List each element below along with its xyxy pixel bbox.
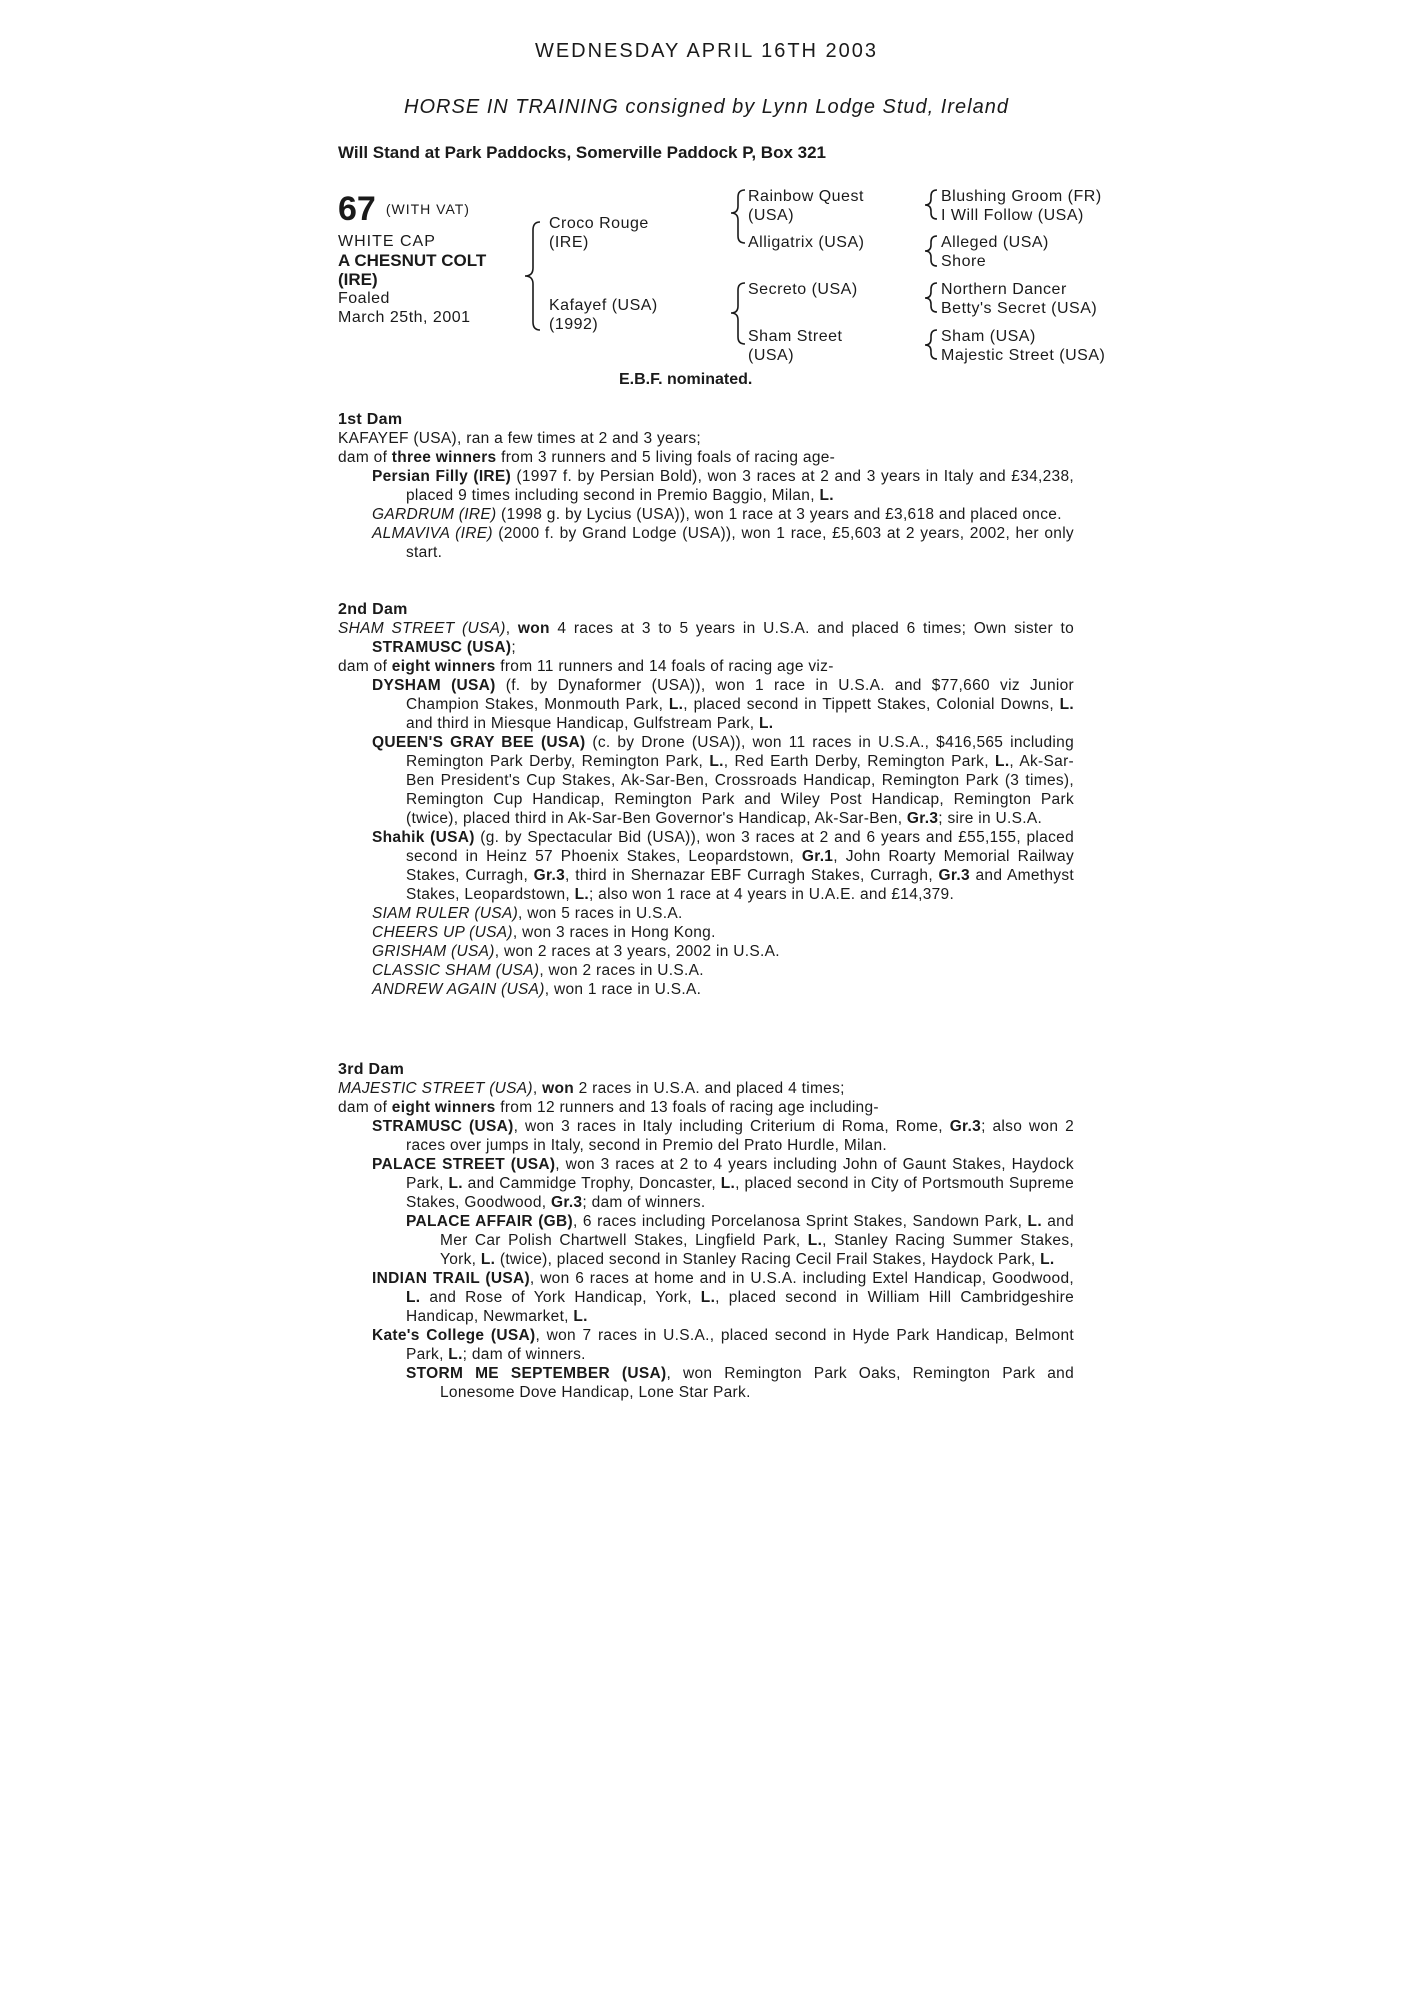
lot-number: 67 [338,190,376,228]
ebf-note: E.B.F. nominated. [619,371,753,388]
progeny-entry: GRISHAM (USA), won 2 races at 3 years, 2002 in U.S.A. [372,943,780,960]
progeny-entry: STRAMUSC (USA), won 3 races in Italy including Criterium di Roma, Rome, Gr.3; also won 2 races over jumps in Italy, second in Premio del Prato Hurdle, Milan. [372,1118,1074,1154]
progeny-entry: INDIAN TRAIL (USA), won 6 races at home and in U.S.A. including Extel Handicap, Goodwood, L. and Rose of York Handicap, York, L., placed second in William Hill Cambridgeshire Handicap, Newmarket, L. [372,1270,1074,1325]
progeny-entry: ANDREW AGAIN (USA), won 1 race in U.S.A. [372,981,702,998]
brace-gen3-2 [925,236,937,266]
sire-sire: Rainbow Quest (USA) [748,188,864,224]
grand-progeny-entry: STORM ME SEPTEMBER (USA), won Remington Park Oaks, Remington Park and Lonesome Dove Handicap, Lone Star Park. [406,1365,1074,1401]
gen3-dsd: Betty's Secret (USA) [941,300,1098,317]
progeny-entry: CHEERS UP (USA), won 3 races in Hong Kong. [372,924,716,941]
third-dam-section [338,1060,1074,1402]
section-title: 1st Dam [338,411,403,428]
progeny-entry: Persian Filly (IRE) (1997 f. by Persian Bold), won 3 races at 2 and 3 years in Italy and £34,238, placed 9 times including second in Premio Baggio, Milan, L. [372,468,1074,504]
first-dam-section [338,410,1074,562]
horse-description: A CHESNUT COLT [338,251,487,270]
section-title: 2nd Dam [338,601,408,618]
section-title: 3rd Dam [338,1061,405,1078]
progeny-entry: SIAM RULER (USA), won 5 races in U.S.A. [372,905,683,922]
brace-gen1 [525,222,540,330]
gen3-sdd: Shore [941,253,987,270]
dam-produce-line: dam of eight winners from 11 runners and 14 foals of racing age viz- [338,658,834,675]
second-dam-section [338,600,1074,999]
progeny-entry: QUEEN'S GRAY BEE (USA) (c. by Drone (USA)), won 11 races in U.S.A., $416,565 including Remington Park Derby, Remington Park, L., Red Earth Derby, Remington Park, L., Ak-Sar-Ben President's Cup Stakes, Ak-Sar-Ben, Crossroads Handicap, Remington Park (3 times), Remington Cup Handicap, Remington Park and Wiley Post Handicap, Remington Park (twice), placed third in Ak-Sar-Ben Governor's Handicap, Ak-Sar-Ben, Gr.3; sire in U.S.A. [372,734,1075,827]
horse-name: WHITE CAP [338,233,436,250]
stand-location: Will Stand at Park Paddocks, Somerville Paddock P, Box 321 [338,143,827,162]
gen3-ssd: I Will Follow (USA) [941,207,1084,224]
progeny-entry: CLASSIC SHAM (USA), won 2 races in U.S.A. [372,962,704,979]
dam-line: MAJESTIC STREET (USA), won 2 races in U.S.A. and placed 4 times; [338,1080,845,1097]
dam-line: SHAM STREET (USA), won 4 races at 3 to 5 years in U.S.A. and placed 6 times; Own sister to STRAMUSC (USA); [338,620,1074,656]
gen3-dds: Sham (USA) [941,328,1036,345]
pedigree-braces [0,0,1413,380]
consignor-line: HORSE IN TRAINING consigned by Lynn Lodge Stud, Ireland [404,96,1009,118]
dam-name: Kafayef (USA) (1992) [549,297,658,333]
sale-date: WEDNESDAY APRIL 16TH 2003 [534,40,879,62]
progeny-entry: ALMAVIVA (IRE) (2000 f. by Grand Lodge (USA)), won 1 race, £5,603 at 2 years, 2002, her only start. [372,525,1074,561]
dam-line: KAFAYEF (USA), ran a few times at 2 and 3 years; [338,430,701,447]
brace-gen3-3 [925,283,937,312]
gen3-sss: Blushing Groom (FR) [941,188,1102,205]
dam-produce-line: dam of three winners from 3 runners and 5 living foals of racing age- [338,449,836,466]
brace-gen3-4 [925,330,937,359]
grand-progeny-entry: PALACE AFFAIR (GB), 6 races including Porcelanosa Sprint Stakes, Sandown Park, L. and Mer Car Polish Chartwell Stakes, Lingfield Park, L., Stanley Racing Summer Stakes, York, L. (twice), placed second in Stanley Racing Cecil Frail Stakes, Haydock Park, L. [406,1213,1074,1268]
progeny-entry: Kate's College (USA), won 7 races in U.S.A., placed second in Hyde Park Handicap, Belmont Park, L.; dam of winners. [372,1327,1074,1363]
progeny-entry: DYSHAM (USA) (f. by Dynaformer (USA)), won 1 race in U.S.A. and $77,660 viz Junior Champion Stakes, Monmouth Park, L., placed second in Tippett Stakes, Colonial Downs, L. and third in Miesque Handicap, Gulfstream Park, L. [372,677,1074,732]
brace-gen2-sire [731,190,745,243]
horse-origin: (IRE) [338,270,378,289]
dam-dam: Sham Street (USA) [748,328,843,364]
gen3-ddd: Majestic Street (USA) [941,347,1106,364]
sire-name: Croco Rouge (IRE) [549,215,649,251]
progeny-entry: Shahik (USA) (g. by Spectacular Bid (USA)), won 3 races at 2 and 6 years and £55,155, placed second in Heinz 57 Phoenix Stakes, Leopardstown, Gr.1, John Roarty Memorial Railway Stakes, Curragh, Gr.3, third in Shernazar EBF Curragh Stakes, Curragh, Gr.3 and Amethyst Stakes, Leopardstown, L.; also won 1 race at 4 years in U.A.E. and £14,379. [372,829,1074,903]
dam-sire: Secreto (USA) [748,281,858,298]
sire-dam: Alligatrix (USA) [748,234,865,251]
gen3-sds: Alleged (USA) [941,234,1049,251]
progeny-entry: PALACE STREET (USA), won 3 races at 2 to 4 years including John of Gaunt Stakes, Haydock Park, L. and Cammidge Trophy, Doncaster, L., placed second in City of Portsmouth Supreme Stakes, Goodwood, Gr.3; dam of winners. [372,1156,1074,1211]
foaled-label: Foaled [338,290,390,307]
foaled-date: March 25th, 2001 [338,309,471,326]
dam-produce-line: dam of eight winners from 12 runners and 13 foals of racing age including- [338,1099,879,1116]
vat-note: (WITH VAT) [385,201,470,217]
gen3-dss: Northern Dancer [941,281,1067,298]
brace-gen2-dam [731,283,745,344]
brace-gen3-1 [925,190,937,219]
progeny-entry: GARDRUM (IRE) (1998 g. by Lycius (USA)), won 1 race at 3 years and £3,618 and placed once. [372,506,1062,523]
